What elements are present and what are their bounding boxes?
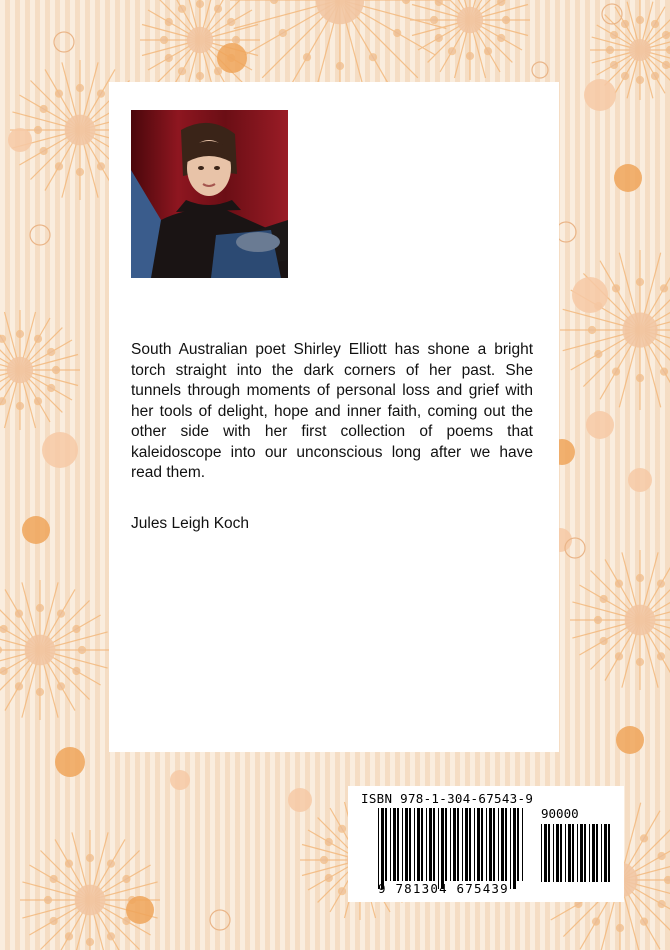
content-panel (109, 82, 559, 752)
isbn-barcode (348, 786, 624, 902)
author-photo (131, 110, 288, 278)
attribution-text: Jules Leigh Koch (131, 515, 250, 532)
price-code: 90000 (541, 806, 579, 821)
blurb-text: South Australian poet Shirley Elliott has shone a bright torch straight into the dark corners of her past. She tunnels through moments of personal loss and grief with her tools of delight, hope and inner faith, coming out the other side with her first collection of poems that kaleidoscope into our unconscious long after we have read them. (131, 341, 533, 481)
isbn-label: ISBN 978-1-304-67543-9 (361, 791, 534, 806)
barcode-digits: 9 781304 675439 (378, 881, 509, 896)
